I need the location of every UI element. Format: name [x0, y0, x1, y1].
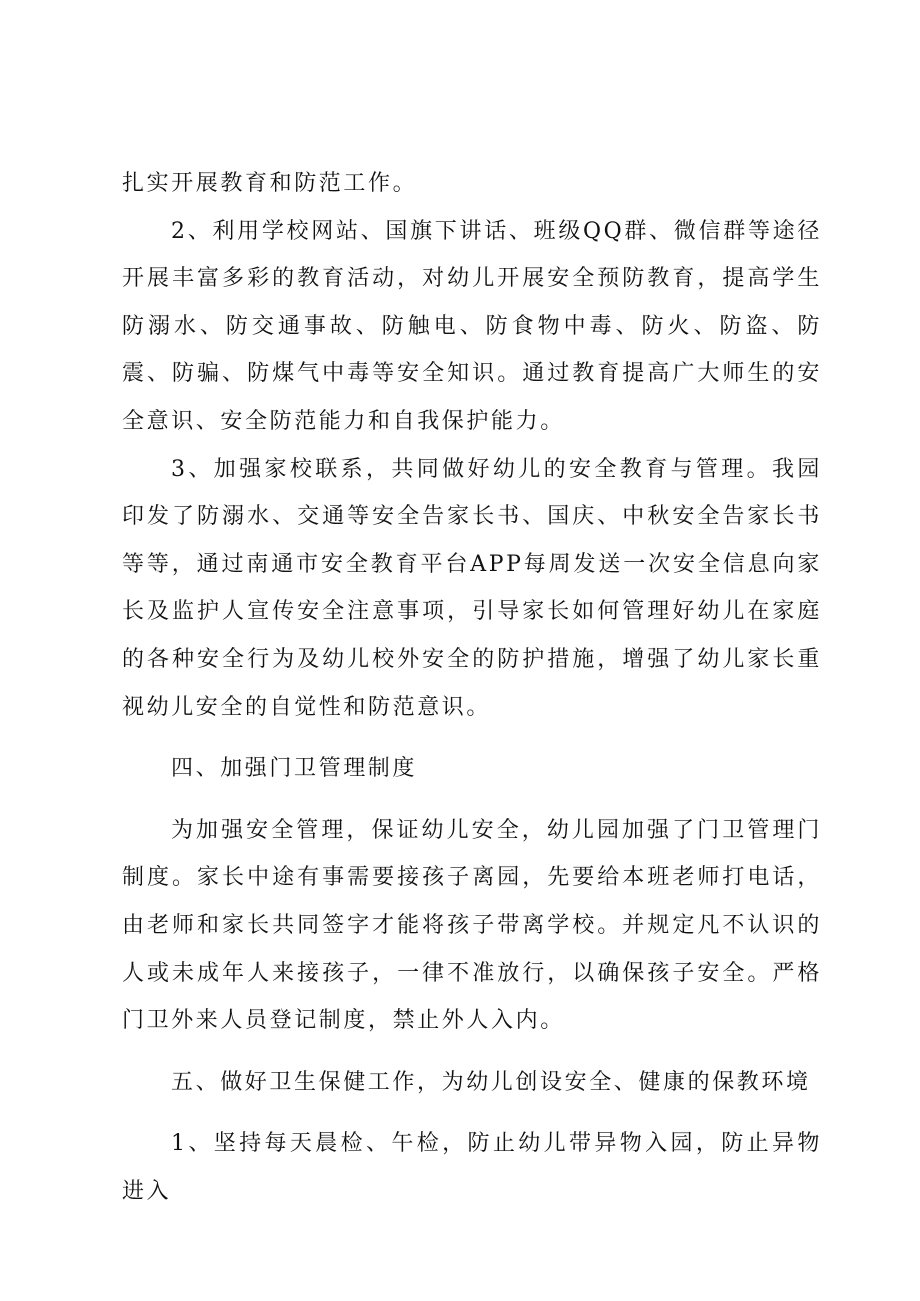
paragraph-continuation: 扎实开展教育和防范工作。 — [122, 171, 418, 196]
section-heading-gatekeeping: 四、加强门卫管理制度 — [171, 756, 418, 782]
paragraph-education-activities: 2、利用学校网站、国旗下讲话、班级QQ群、微信群等途径开展丰富多彩的教育活动，对幼儿开展安全预防教育，提高学生防溺水、防交通事故、防触电、防食物中毒、防火、防盗、防震、防骗、防煤气中毒等安全知识。通过教育提高广大师生的安全意识、安全防范能力和自我保护能力。 — [122, 218, 822, 434]
document-body — [122, 160, 822, 1215]
section-heading-health-care: 五、做好卫生保健工作，为幼儿创设安全、健康的保教环境 — [171, 1069, 811, 1095]
paragraph-home-school-contact: 3、加强家校联系，共同做好幼儿的安全教育与管理。我园印发了防溺水、交通等安全告家长书、国庆、中秋安全告家长书等等，通过南通市安全教育平台APP每周发送一次安全信息向家长及监护人宣传安全注意事项，引导家长如何管理好幼儿在家庭的各种安全行为及幼儿校外安全的防护措施，增强了幼儿家长重视幼儿安全的自觉性和防范意识。 — [122, 456, 822, 720]
paragraph-morning-check: 1、坚持每天晨检、午检，防止幼儿带异物入园，防止异物进入 — [122, 1131, 822, 1204]
paragraph-gatekeeping-rules: 为加强安全管理，保证幼儿安全，幼儿园加强了门卫管理门制度。家长中途有事需要接孩子离园，先要给本班老师打电话，由老师和家长共同签字才能将孩子带离学校。并规定凡不认识的人或未成年人来接孩子，一律不准放行，以确保孩子安全。严格门卫外来人员登记制度，禁止外人入内。 — [122, 817, 822, 1034]
